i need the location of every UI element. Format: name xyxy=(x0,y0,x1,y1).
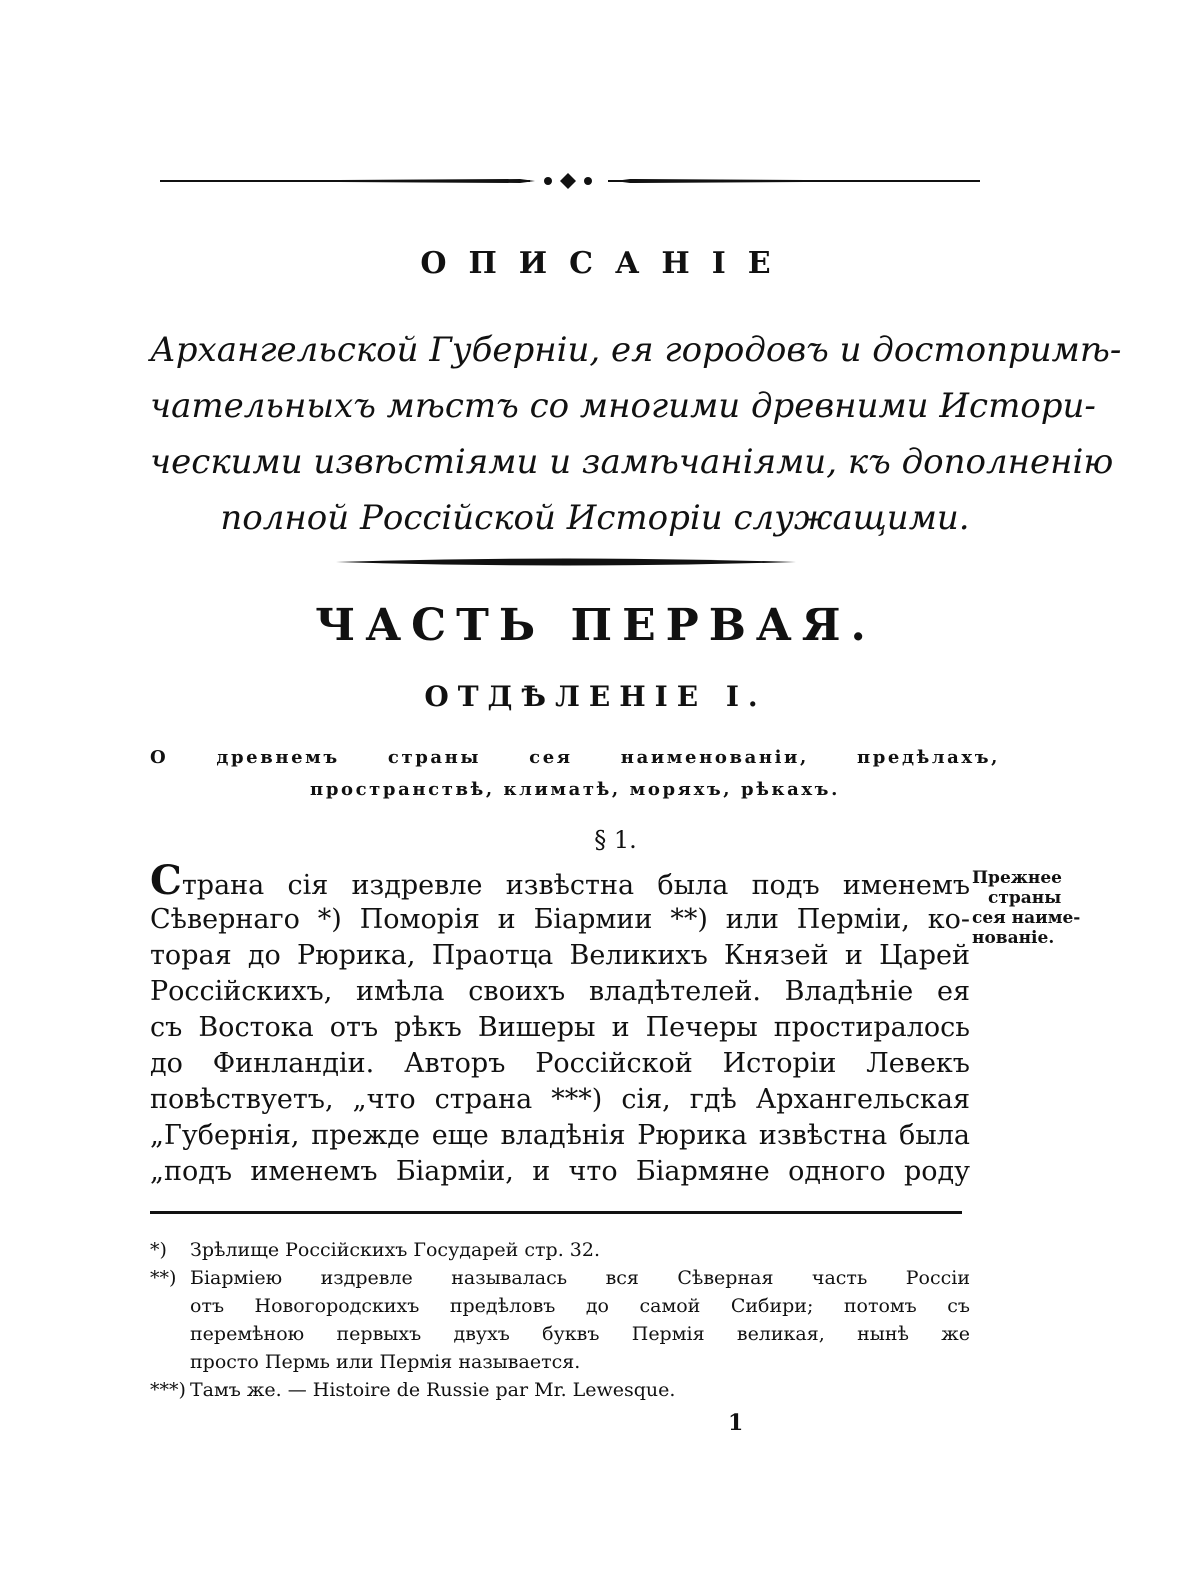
margin-note-line: Прежнее xyxy=(972,868,1062,888)
footnote-mark: **) xyxy=(150,1267,177,1289)
subtitle-line: ческими извѣстіями и замѣчаніями, къ дополненію xyxy=(150,442,1114,482)
footnote xyxy=(150,1236,970,1264)
margin-note-line: сея наиме- xyxy=(972,908,1081,928)
subtitle-line: полной Россійской Исторіи служащими. xyxy=(220,498,970,538)
margin-note-line: страны xyxy=(988,888,1062,908)
drop-cap: С xyxy=(150,857,182,904)
section-description-line: пространствѣ, климатѣ, моряхъ, рѣкахъ. xyxy=(310,779,840,800)
section-title: ОТДѢЛЕНІЕ I. xyxy=(424,680,767,713)
top-ornament-rule xyxy=(160,172,980,190)
footnote-line: перемѣною первыхъ двухъ буквъ Пермія великая, нынѣ же xyxy=(190,1323,970,1345)
subtitle-line: чательныхъ мѣстъ со многими древними Истори- xyxy=(150,386,1096,426)
body-line: Россійскихъ, имѣла своихъ владѣтелей. Владѣніе ея xyxy=(150,976,970,1007)
page-number: 1 xyxy=(728,1410,744,1436)
section-description-line: О древнемъ страны сея наименованіи, предѣлахъ, xyxy=(150,747,1000,768)
footnote-text: Біарміею издревле называлась вся Сѣверная часть Россіи xyxy=(190,1267,970,1289)
subtitle xyxy=(150,322,1122,546)
body-line: повѣствуетъ, „что страна ***) сія, гдѣ Архангельская xyxy=(150,1084,970,1115)
main-title: ОПИСАНІЕ xyxy=(420,246,793,281)
body-line: съ Востока отъ рѣкъ Вишеры и Печеры простиралось xyxy=(150,1012,970,1043)
subtitle-line: Архангельской Губерніи, ея городовъ и достопримѣ- xyxy=(150,330,1122,370)
footnotes xyxy=(150,1236,970,1404)
footnote-rule xyxy=(150,1210,962,1216)
margin-note xyxy=(972,868,1102,948)
body-line: до Финландіи. Авторъ Россійской Исторіи Левекъ xyxy=(150,1048,970,1079)
footnote-line: отъ Новогородскихъ предѣловъ до самой Сибири; потомъ съ xyxy=(190,1295,970,1317)
body-line: торая до Рюрика, Праотца Великихъ Князей и Царей xyxy=(150,940,970,971)
body-line: Сѣвернаго *) Поморія и Біармии **) или Перміи, ко- xyxy=(150,904,970,935)
middle-rule xyxy=(336,556,796,568)
body-line: „подъ именемъ Біарміи, и что Біармяне одного роду xyxy=(150,1156,970,1187)
part-title: ЧАСТЬ ПЕРВАЯ. xyxy=(315,600,876,651)
footnote xyxy=(150,1376,970,1404)
section-description xyxy=(150,742,1000,806)
body-text xyxy=(150,857,970,1190)
footnote-text: Зрѣлище Россійскихъ Государей стр. 32. xyxy=(190,1239,600,1261)
margin-note-line: нованіе. xyxy=(972,928,1055,948)
footnote xyxy=(150,1264,970,1292)
footnote-text: Тамъ же. — Histoire de Russie par Mr. Lewesque. xyxy=(190,1379,676,1401)
footnote-mark: *) xyxy=(150,1239,167,1261)
body-line xyxy=(150,857,970,904)
paragraph-mark: § 1. xyxy=(594,826,637,854)
footnote-mark: ***) xyxy=(150,1379,186,1401)
footnote-line: просто Пермь или Пермія называется. xyxy=(190,1351,581,1373)
body-line: „Губернія, прежде еще владѣнія Рюрика извѣстна была xyxy=(150,1120,970,1151)
body-line-text: трана сія издревле извѣстна была подъ именемъ xyxy=(181,870,970,901)
